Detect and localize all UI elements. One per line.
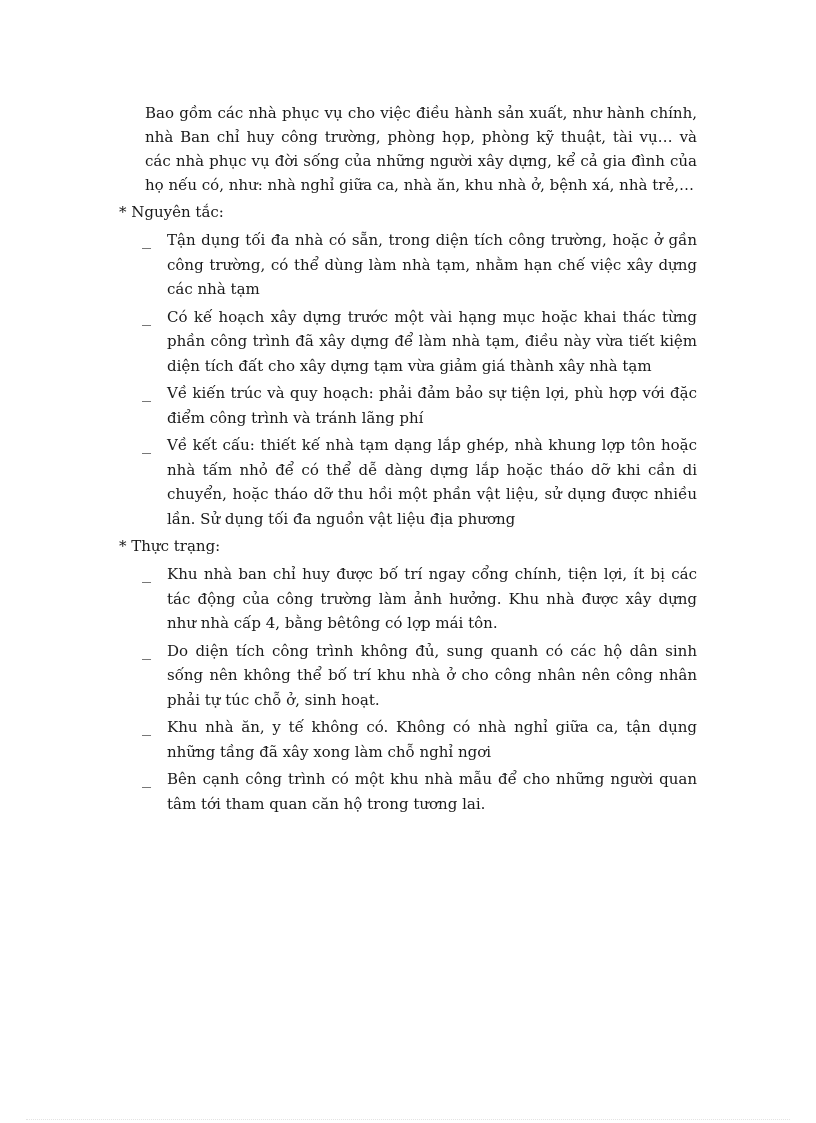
section-heading-current-state: * Thực trạng: bbox=[119, 537, 221, 555]
list-item-text: Bên cạnh công trình có một khu nhà mẫu để cho những người quan tâm tới tham quan căn hộ trong tương lai. bbox=[167, 770, 697, 813]
list-item-text: Có kế hoạch xây dựng trước một vài hạng mục hoặc khai thác từng phần công trình đã xây dựng để làm nhà tạm, điều này vừa tiết kiệm diện tích đất cho xây dựng tạm vừa giảm giá thành xây nhà tạm bbox=[167, 307, 697, 375]
list-item bbox=[119, 639, 697, 713]
list-item-text: Do diện tích công trình không đủ, sung quanh có các hộ dân sinh sống nên không thể bố trí khu nhà ở cho công nhân nên công nhân phải tự túc chỗ ở, sinh hoạt. bbox=[167, 641, 697, 709]
section-heading-principles: * Nguyên tắc: bbox=[119, 203, 224, 221]
bullet-mark: _ bbox=[142, 231, 152, 249]
bullet-mark: _ bbox=[142, 565, 152, 583]
list-item bbox=[119, 381, 697, 430]
list-item-text: Khu nhà ăn, y tế không có. Không có nhà nghỉ giữa ca, tận dụng những tầng đã xây xong làm chỗ nghỉ ngơi bbox=[167, 718, 697, 761]
bullet-mark: _ bbox=[142, 436, 152, 454]
current-state-list bbox=[119, 562, 697, 816]
list-item bbox=[119, 305, 697, 379]
list-item bbox=[119, 767, 697, 816]
list-item bbox=[119, 715, 697, 764]
list-item-text: Tận dụng tối đa nhà có sẵn, trong diện tích công trường, hoặc ở gần công trường, có thể dùng làm nhà tạm, nhằm hạn chế việc xây dựng các nhà tạm bbox=[167, 231, 697, 298]
list-item-text: Về kiến trúc và quy hoạch: phải đảm bảo sự tiện lợi, phù hợp với đặc điểm công trình và tránh lãng phí bbox=[167, 384, 697, 427]
principles-list bbox=[119, 228, 697, 531]
list-item-text: Về kết cấu: thiết kế nhà tạm dạng lắp ghép, nhà khung lợp tôn hoặc nhà tấm nhỏ để có thể dễ dàng dựng lắp hoặc tháo dỡ khi cần di chuyển, hoặc tháo dỡ thu hồi một phần vật liệu, sử dụng được nhiều lần. Sử dụng tối đa nguồn vật liệu địa phương bbox=[167, 436, 697, 528]
list-item bbox=[119, 228, 697, 302]
bullet-mark: _ bbox=[142, 307, 152, 326]
bullet-mark: _ bbox=[142, 641, 152, 660]
bullet-mark: _ bbox=[142, 384, 152, 402]
intro-paragraph: Bao gồm các nhà phục vụ cho việc điều hành sản xuất, như hành chính, nhà Ban chỉ huy công trường, phòng họp, phòng kỹ thuật, tài vụ… và các nhà phục vụ đời sống của những người xây dựng, kể cả gia đình của họ nếu có, như: nhà nghỉ giữa ca, nhà ăn, khu nhà ở, bệnh xá, nhà trẻ,… bbox=[145, 104, 697, 194]
list-item-text: Khu nhà ban chỉ huy được bố trí ngay cổng chính, tiện lợi, ít bị các tác động của công trường làm ảnh hưởng. Khu nhà được xây dựng như nhà cấp 4, bằng bêtông có lợp mái tôn. bbox=[167, 565, 697, 632]
page-bottom-divider bbox=[26, 1119, 790, 1120]
list-item bbox=[119, 433, 697, 531]
bullet-mark: _ bbox=[142, 770, 152, 788]
bullet-mark: _ bbox=[142, 718, 152, 736]
document-body bbox=[119, 101, 697, 819]
list-item bbox=[119, 562, 697, 636]
